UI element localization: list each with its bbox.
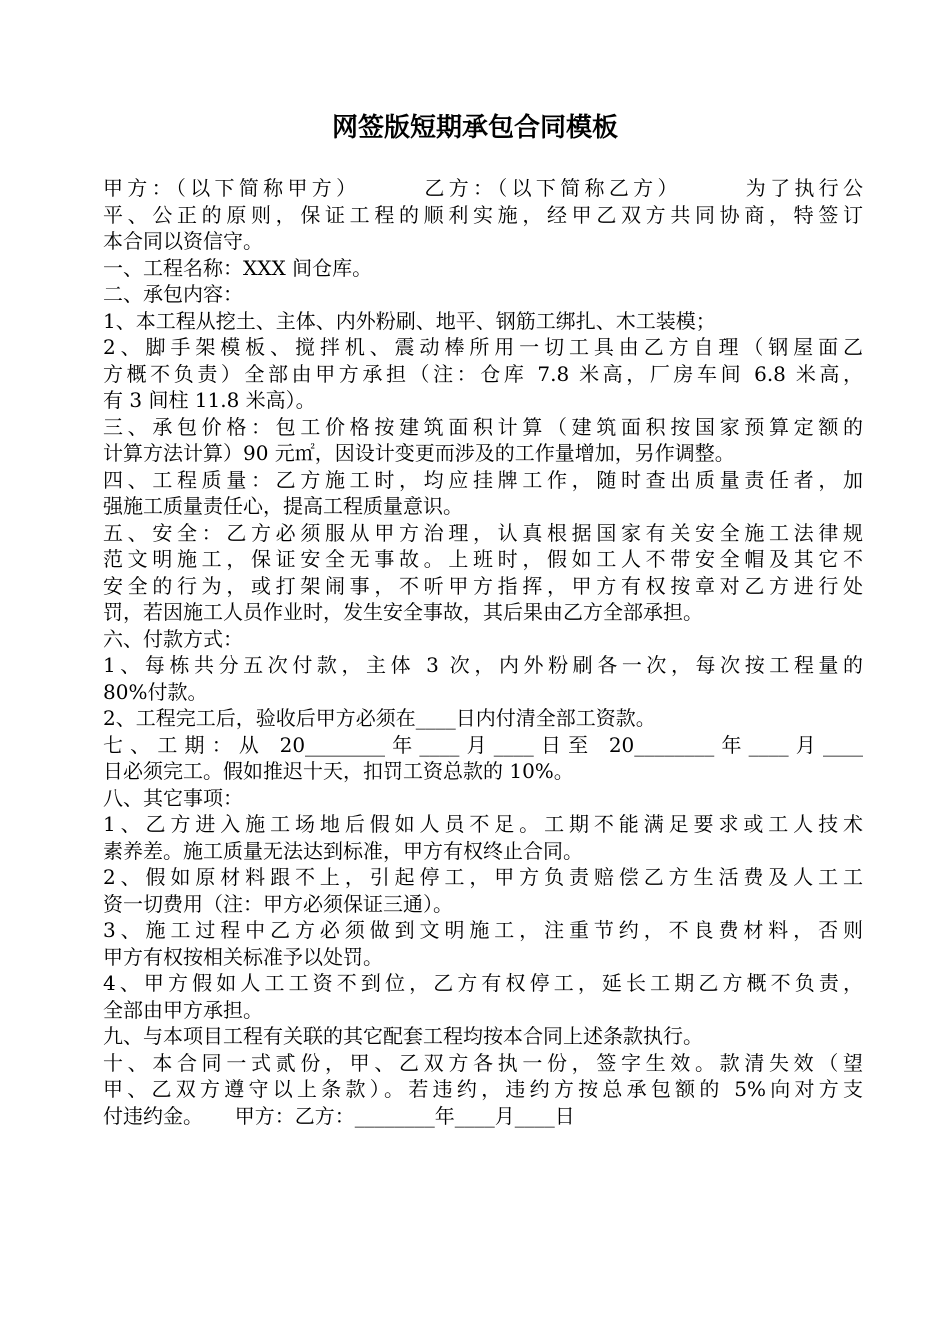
body-line: 二、承包内容： [103, 282, 243, 306]
body-line: 本合同以资信守。 [103, 229, 263, 253]
body-line: 甲、乙双方遵守以上条款）。若违约，违约方按总承包额的 5%向对方支 [103, 1077, 863, 1101]
body-line: 范文明施工，保证安全无事故。上班时，假如工人不带安全帽及其它不 [103, 547, 863, 571]
body-line: 有 3 间柱 11.8 米高）。 [103, 388, 316, 412]
body-line: 强施工质量责任心，提高工程质量意识。 [103, 494, 463, 518]
body-line: 日必须完工。假如推迟十天，扣罚工资总款的 10%。 [103, 759, 574, 783]
body-line: 四、工程质量：乙方施工时，均应挂牌工作，随时查出质量责任者，加 [103, 467, 863, 492]
body-line: 4、甲方假如人工工资不到位，乙方有权停工，延长工期乙方概不负责， [103, 971, 863, 995]
body-line: 1、本工程从挖土、主体、内外粉刷、地平、钢筋工绑扎、木工装模； [103, 308, 716, 333]
body-line: 八、其它事项： [103, 785, 243, 810]
body-line: 甲方：（以下简称甲方） 乙方：（以下简称乙方） 为了执行公 [103, 176, 863, 200]
document-body [103, 175, 863, 1129]
body-line: 资一切费用（注：甲方必须保证三通）。 [103, 891, 453, 916]
body-line: 三、承包价格：包工价格按建筑面积计算（建筑面积按国家预算定额的 [103, 414, 863, 439]
body-line: 方概不负责）全部由甲方承担（注：仓库 7.8 米高，厂房车间 6.8 米高， [103, 361, 863, 386]
body-line: 1、乙方进入施工场地后假如人员不足。工期不能满足要求或工人技术 [103, 812, 863, 836]
body-line: 七、工期：从 20________年____月____日至 20________年____月____ [103, 732, 863, 757]
body-line: 十、本合同一式贰份，甲、乙双方各执一份，签字生效。款清失效（望 [103, 1050, 863, 1075]
body-line: 一、工程名称：XXX 间仓库。 [103, 255, 373, 280]
body-line: 平、公正的原则，保证工程的顺利实施，经甲乙双方共同协商，特签订 [103, 202, 863, 227]
document-title: 网签版短期承包合同模板 [331, 113, 618, 143]
body-line: 2、工程完工后，验收后甲方必须在____日内付清全部工资款。 [103, 706, 656, 730]
body-line: 安全的行为，或打架闹事，不听甲方指挥，甲方有权按章对乙方进行处 [103, 573, 863, 598]
body-line: 80%付款。 [103, 679, 208, 704]
body-line: 1、每栋共分五次付款，主体 3 次，内外粉刷各一次，每次按工程量的 [103, 653, 863, 677]
body-line: 付违约金。 甲方：乙方：________年____月____日 [103, 1103, 575, 1128]
body-line: 3、施工过程中乙方必须做到文明施工，注重节约，不良费材料，否则 [103, 918, 863, 942]
body-line: 九、与本项目工程有关联的其它配套工程均按本合同上述条款执行。 [103, 1024, 703, 1048]
body-line: 五、安全：乙方必须服从甲方治理，认真根据国家有关安全施工法律规 [103, 520, 863, 545]
body-line: 六、付款方式： [103, 626, 243, 651]
body-line: 2、脚手架模板、搅拌机、震动棒所用一切工具由乙方自理（钢屋面乙 [103, 335, 863, 359]
body-line: 甲方有权按相关标准予以处罚。 [103, 944, 383, 969]
body-line: 罚，若因施工人员作业时，发生安全事故，其后果由乙方全部承担。 [103, 600, 703, 624]
body-line: 2、假如原材料跟不上，引起停工，甲方负责赔偿乙方生活费及人工工 [103, 865, 863, 889]
body-line: 素养差。施工质量无法达到标准，甲方有权终止合同。 [103, 838, 583, 863]
body-line: 计算方法计算）90 元㎡，因设计变更而涉及的工作量增加，另作调整。 [103, 441, 735, 465]
body-line: 全部由甲方承担。 [103, 997, 263, 1022]
